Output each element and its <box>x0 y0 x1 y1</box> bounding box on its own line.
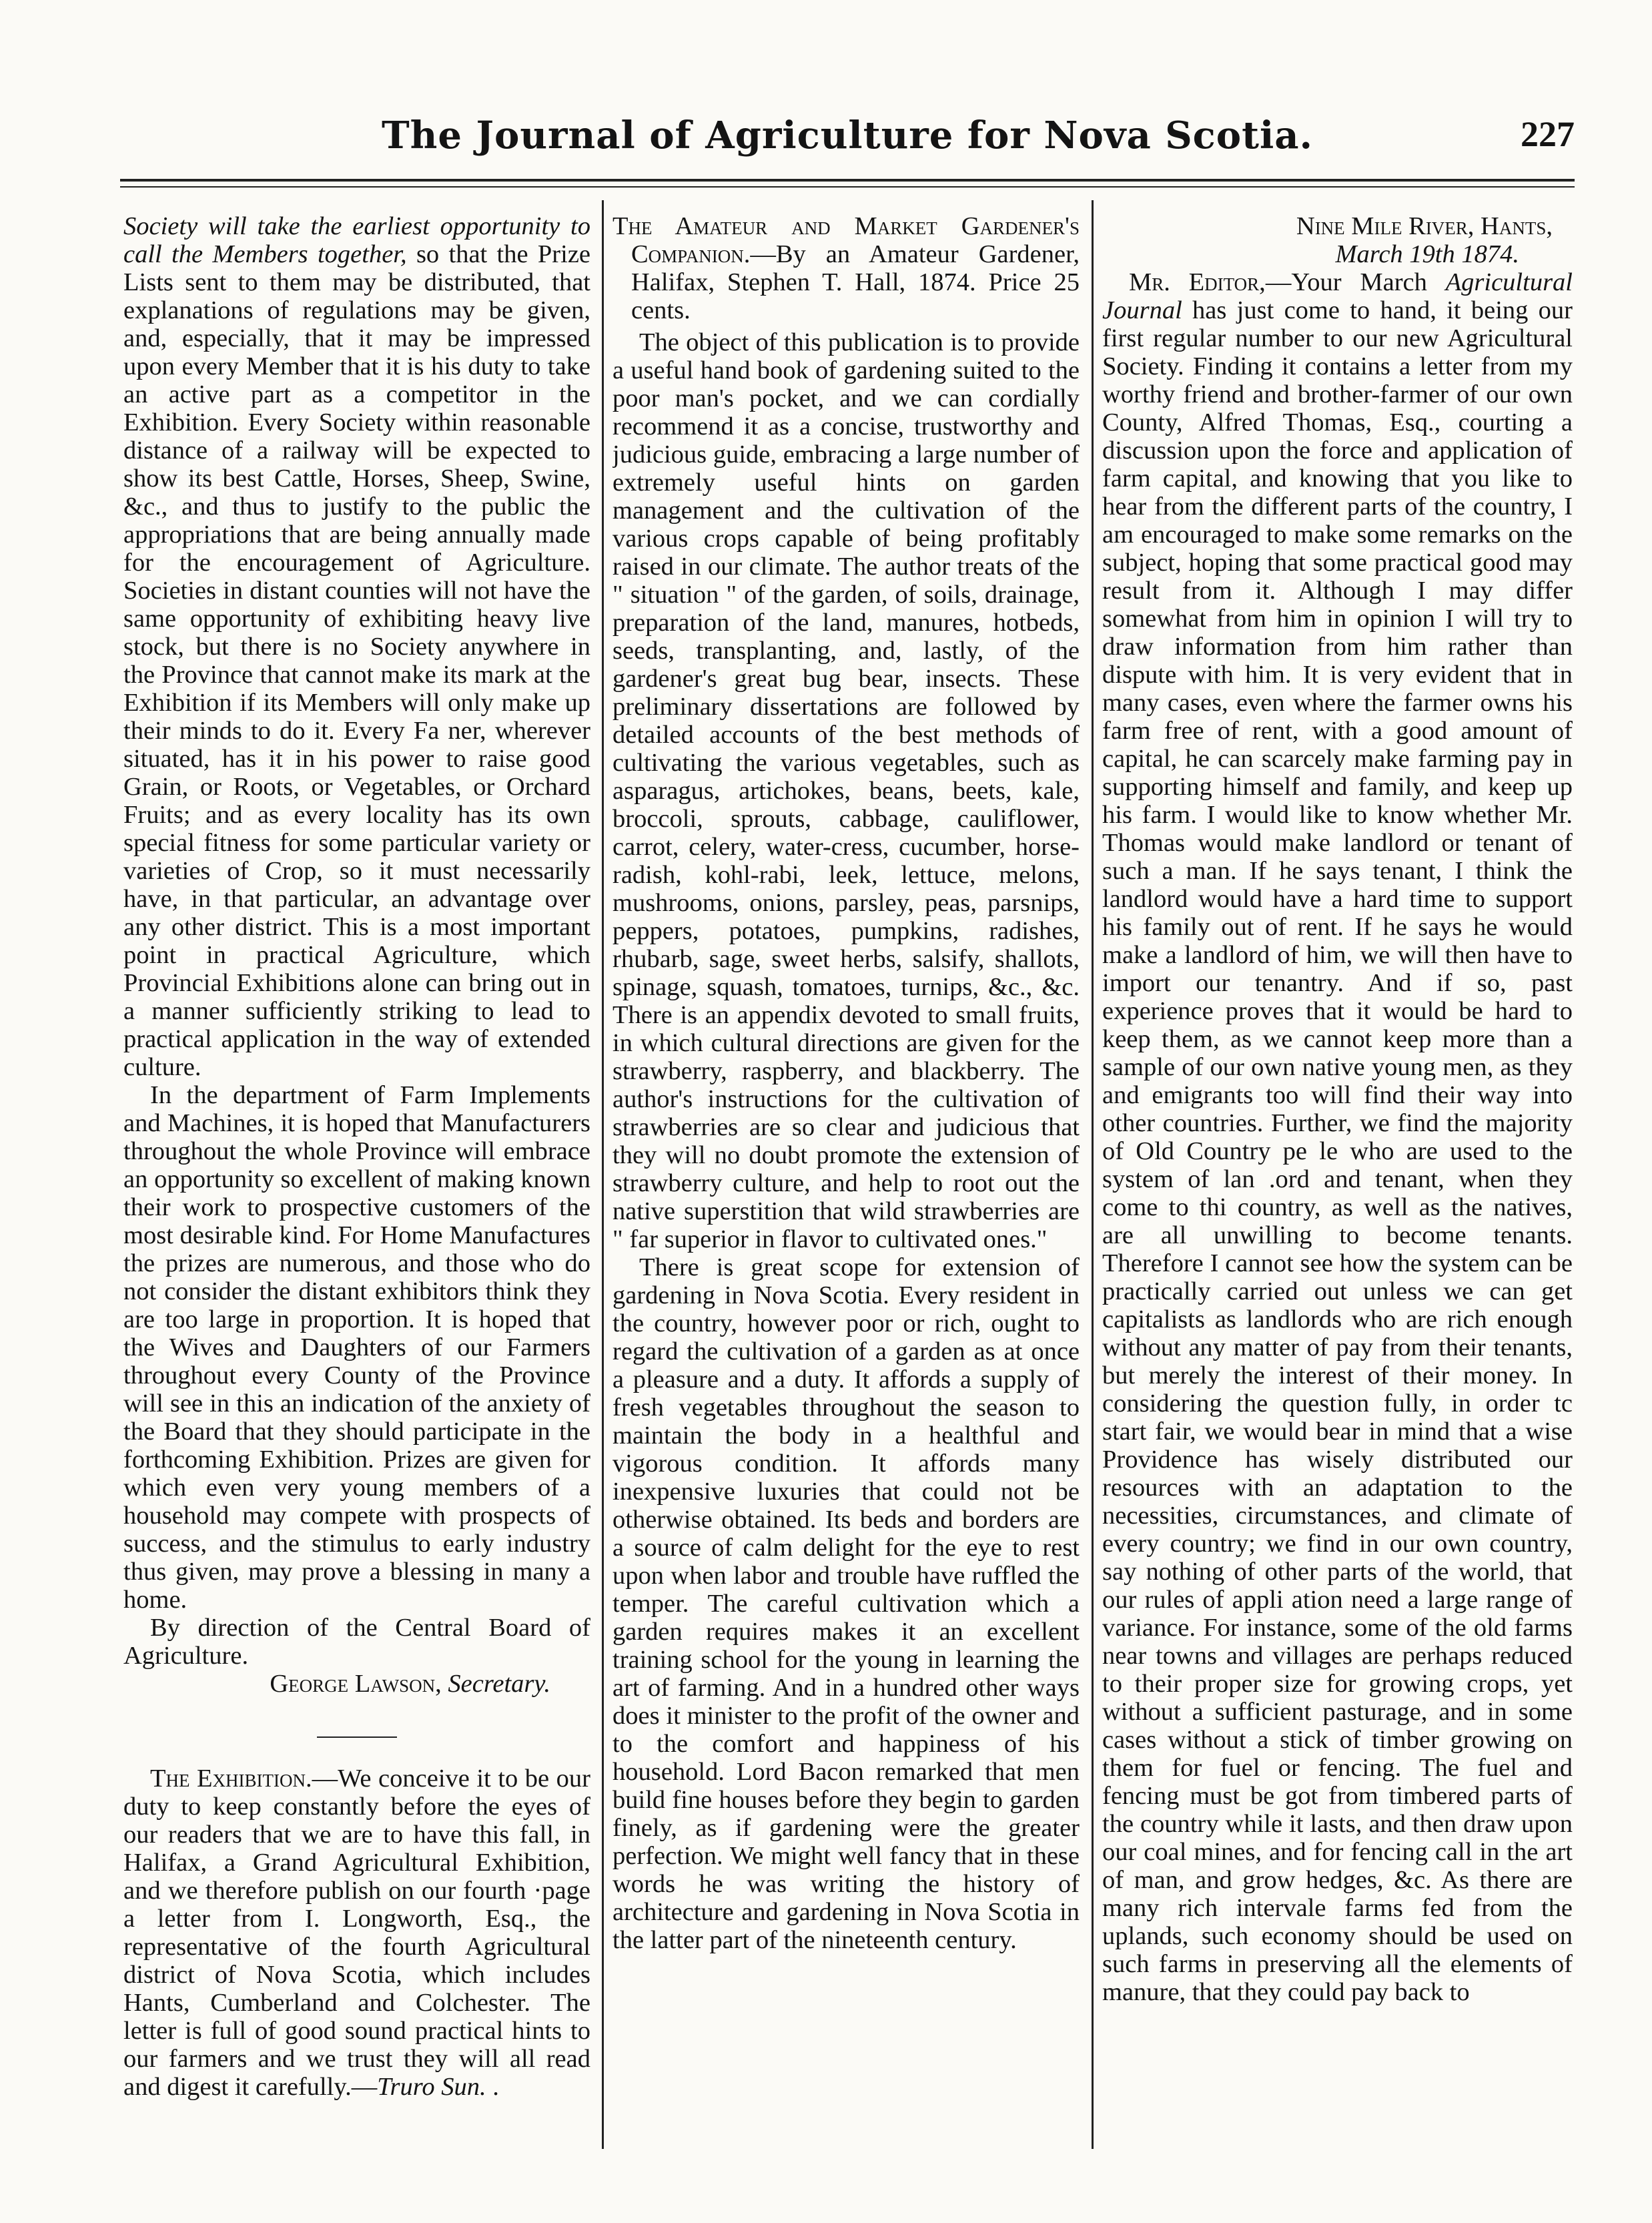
column-middle <box>612 212 1080 2148</box>
notice-body: so that the Prize Lists sent to them may be distributed, that explanations of regulations may be given, and, especially, that it may be impressed upon every Member that it is his duty to take an active part as a competitor in the Exhibition. Every Society within reasonable distance of a railway will be expected to show its best Cattle, Horses, Sheep, Swine, &c., and thus to justify to the public the appropriations that are being annually made for the encouragement of Agriculture. Societies in distant counties will not have the same opportunity of exhibiting heavy live stock, but there is no Society anywhere in the Province that cannot make its mark at the Exhibition if its Members will only make up their minds to do it. Every Fa ner, wherever situated, has it in his power to raise good Grain, or Roots, or Vegetables, or Orchard Fruits; and as every locality has its own special fitness for some particular variety or varieties of Crop, so it must necessarily have, in that particular, an advantage over any other district. This is a most important point in practical Agriculture, which Provincial Exhibitions alone can bring out in a manner sufficiently striking to lead to practical application in the way of extended culture. <box>123 240 590 1081</box>
letter-date: March 19th 1874. <box>1335 240 1519 268</box>
letter-italic-journal: Agricultural Journal <box>1102 268 1573 324</box>
column-divider-1 <box>602 200 604 2149</box>
column-right <box>1102 212 1573 2148</box>
letter-dateline <box>1102 212 1573 268</box>
exhibition-body: —We conceive it to be our duty to keep constantly before the eyes of our readers that we are to have this fall, in Halifax, a Grand Agricultural Exhibition, and we therefore publish on our fourth ·page a letter from I. Longworth, Esq., the representative of the fourth Agricultural district of Nova Scotia, which includes Hants, Cumberland and Colchester. The letter is full of good sound practical hints to our farmers and we trust they will all read and digest it carefully.— <box>123 1765 590 2101</box>
signature <box>123 1670 590 1698</box>
letter-place: Nine Mile River, Hants, <box>1296 212 1553 240</box>
column-left <box>123 212 590 2148</box>
book-review-heading <box>612 212 1080 324</box>
signature-name: George Lawson, <box>270 1670 442 1698</box>
exhibition-article: The Exhibition.—We conceive it to be our duty to keep constantly before the eyes of our readers that we are to have this fall, in Halifax, a Grand Agricultural Exhibition, and we therefore publish on our fourth ·page a letter from I. Longworth, Esq., the representative of the fourth Agricultural district of Nova Scotia, which includes Hants, Cumberland and Colchester. The letter is full of good sound practical hints to our farmers and we trust they will all read and digest it carefully.—Truro Sun. . <box>123 1765 590 2101</box>
book-details: —By an Amateur Gardener, Halifax, Stephen T. Hall, 1874. Price 25 cents. <box>631 240 1080 324</box>
header-rule-thick <box>120 179 1575 182</box>
page-header <box>120 113 1575 167</box>
notice-italic-lead: Society will take the earliest opportunity to call the Members together, <box>123 212 590 268</box>
letter-body-b: has just come to hand, it being our first regular number to our new Agricultural Society. Finding it contains a letter from my worthy friend and brother-farmer of our own County, Alfred Thomas, Esq., courting a discussion upon the force and application of farm capital, and knowing that you like to hear from the different parts of the country, I am encouraged to make some remarks on the subject, hoping that some practical good may result from it. Although I may differ somewhat from him in opinion I will try to draw information from him rather than dispute with him. It is very evident that in many cases, even where the farmer owns his farm free of rent, with a good amount of capital, he can scarcely make farming pay in supporting himself and family, and keep up his farm. I would like to know whether Mr. Thomas would make landlord or tenant of such a man. If he says tenant, I think the landlord would have a hard time to support his family out of rent. If he says he would make a landlord of him, we will then have to import our tenantry. And if so, past experience proves that it would be hard to keep them, as we cannot keep more than a sample of our own native young men, as they and emigrants too will find their way into other countries. Further, we find the majority of Old Country pe le who are used to the system of lan .ord and tenant, when they come to thi country, as well as the natives, are all unwilling to become tenants. Therefore I cannot see how the system can be practically carried out unless we can get capitalists as landlords who are rich enough without any matter of pay from their tenants, but merely the interest of their money. In considering the question fully, in order tc start fair, we would bear in mind that a wise Providence has wisely distributed our resources with an adaptation to the necessities, circumstances, and climate of every country; we find in our own country, say nothing of other parts of the world, that our rules of appli ation need a large range of variance. For instance, some of the old farms near towns and villages are perhaps reduced to their proper size for growing crops, yet without a sufficient pasturage, and in some cases without a stick of timber growing on them for fuel or fencing. The fuel and fencing must be got from timbered parts of the country while it lasts, and then draw upon our coal mines, and for fencing call in the art of man, and grow hedges, &c. As there are many rich intervale farms fed from the uplands, such economy should be used on such farms in preserving all the elements of manure, that they could pay back to <box>1102 296 1573 2006</box>
section-divider <box>317 1736 397 1738</box>
letter-body-a: —Your March <box>1265 268 1446 296</box>
signature-title: Secretary. <box>448 1670 550 1698</box>
header-rule-thin <box>120 186 1575 188</box>
letter-body <box>1102 268 1573 2006</box>
book-title: The Amateur and Market Gardener's Companion. <box>612 212 1080 268</box>
implements-paragraph: In the department of Farm Implements and Machines, it is hoped that Manufacturers throughout the whole Province will embrace an opportunity so excellent of making known their work to prospective customers of the most desirable kind. For Home Manufactures the prizes are numerous, and those who do not consider the distant exhibitors think they are too large in proportion. It is hoped that the Wives and Daughters of our Farmers throughout every County of the Province will see in this an indication of the anxiety of the Board that they should participate in the forthcoming Exhibition. Prizes are given for which even very young members of a household may compete with prospects of success, and the stimulus to early industry thus given, may prove a blessing in many a home. <box>123 1081 590 1614</box>
page-number: 227 <box>1521 114 1575 154</box>
notice-paragraph <box>123 212 590 1081</box>
letter-salutation: Mr. Editor, <box>1129 268 1266 296</box>
column-divider-2 <box>1092 200 1094 2149</box>
review-paragraph-2: There is great scope for extension of gardening in Nova Scotia. Every resident in the country, however poor or rich, ought to regard the cultivation of a garden as at once a pleasure and a duty. It affords a supply of fresh vegetables throughout the season to maintain the body in a healthful and vigorous condition. It affords many inexpensive luxuries that could not be otherwise obtained. Its beds and borders are a source of calm delight for the eye to rest upon when labor and trouble have ruffled the temper. The careful cultivation which a garden requires makes it an excellent training school for the young in learning the art of farming. And in a hundred other ways does it minister to the profit of the owner and to the comfort and happiness of his household. Lord Bacon remarked that men build fine houses before they begin to garden finely, as if gardening were the greater perfection. We might well fancy that in these words he was writing the history of architecture and gardening in Nova Scotia in the latter part of the nineteenth century. <box>612 1253 1080 1954</box>
review-paragraph-1: The object of this publication is to provide a useful hand book of gardening suited to the poor man's pocket, and we can cordially recommend it as a concise, trustworthy and judicious guide, embracing a large number of extremely useful hints on garden management and the cultivation of the various crops capable of being profitably raised in our climate. The author treats of the " situation " of the garden, of soils, drainage, preparation of the land, manures, hotbeds, seeds, transplanting, and, lastly, of the gardener's great bug bear, insects. These preliminary dissertations are followed by detailed accounts of the best methods of cultivating the various vegetables, such as asparagus, artichokes, beans, beets, kale, broccoli, sprouts, cabbage, cauliflower, carrot, celery, water-cress, cucumber, horse-radish, kohl-rabi, leek, lettuce, melons, mushrooms, onions, parsley, peas, parsnips, peppers, potatoes, pumpkins, radishes, rhubarb, sage, sweet herbs, salsify, shallots, spinage, squash, tomatoes, turnips, &c., &c. There is an appendix devoted to small fruits, in which cultural directions are given for the strawberry, raspberry, and blackberry. The author's instructions for the cultivation of strawberries are so clear and judicious that they will no doubt promote the extension of strawberry culture, and help to root out the native superstition that wild strawberries are " far superior in flavor to cultivated ones." <box>612 328 1080 1253</box>
exhibition-heading: The Exhibition. <box>150 1765 312 1793</box>
journal-title: The Journal of Agriculture for Nova Scotia. <box>381 113 1314 157</box>
direction-paragraph: By direction of the Central Board of Agriculture. <box>123 1614 590 1670</box>
exhibition-source: Truro Sun. <box>377 2073 486 2101</box>
